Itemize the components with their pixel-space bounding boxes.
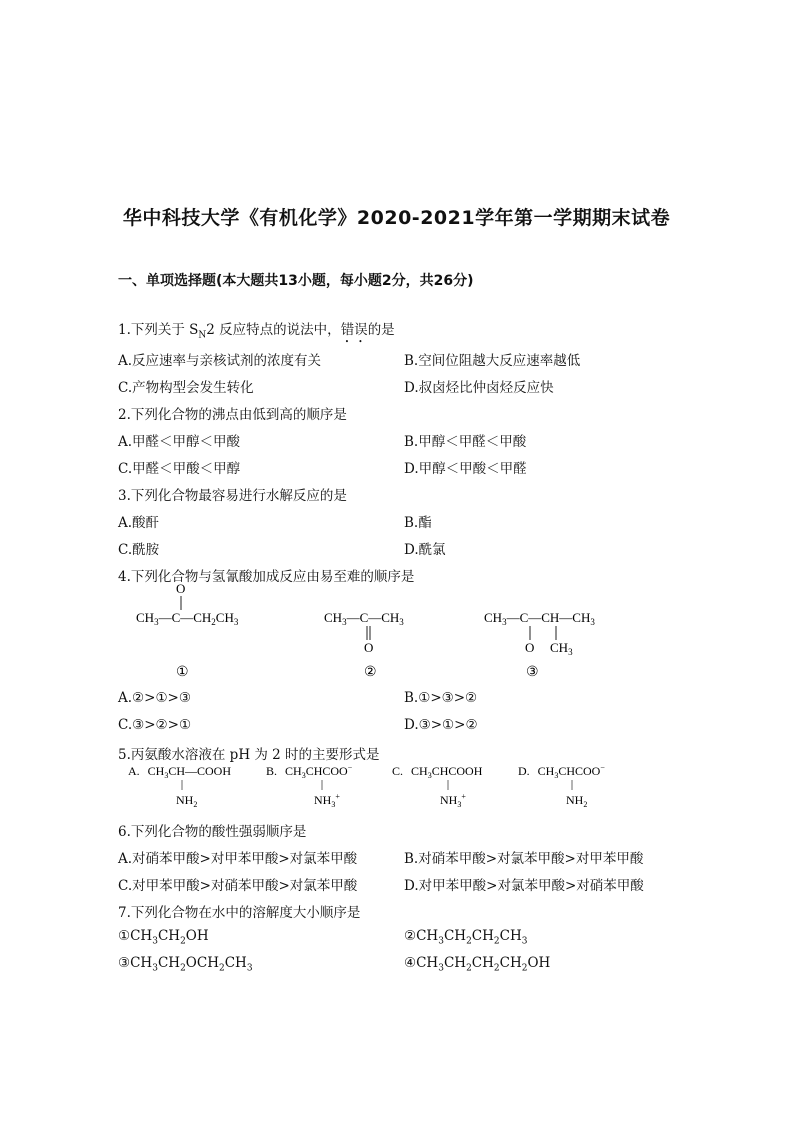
svg-text:O: O <box>525 640 535 655</box>
svg-text:D.CH3CHCOO−: D. $CH_3CHCOO^-$ <box>518 763 605 780</box>
svg-text:③: ③ <box>526 665 539 680</box>
structure-3 <box>484 610 595 680</box>
q5-option-a[interactable] <box>128 764 231 809</box>
q1-option-d[interactable]: D.叔卤烃比仲卤烃反应快 <box>404 380 554 396</box>
q4-option-b[interactable]: B.①>③>② <box>404 690 478 706</box>
svg-text:CH3—C—CH—CH3: $CH_3—C—CH—CH_3$ <box>484 610 595 627</box>
q6-option-c[interactable]: C.对甲苯甲酸>对硝苯甲酸>对氯苯甲酸 <box>118 878 358 894</box>
svg-text:②: ② <box>364 665 377 680</box>
svg-text:CH3—C—CH2CH3: $CH_3—C—CH_2CH_3$ <box>136 610 239 627</box>
svg-text:NH3+: $NH_3^+$ <box>440 792 466 809</box>
q3-stem: 3.下列化合物最容易进行水解反应的是 <box>118 488 347 504</box>
q2-stem: 2.下列化合物的沸点由低到高的顺序是 <box>118 407 347 423</box>
q6-option-b[interactable]: B.对硝苯甲酸>对氯苯甲酸>对甲苯甲酸 <box>404 851 644 867</box>
q5-option-d[interactable] <box>518 763 605 809</box>
exam-title: 华中科技大学《有机化学》2020-2021学年第一学期期末试卷 <box>122 207 671 229</box>
q4-option-d[interactable]: D.③>①>② <box>404 717 478 733</box>
svg-text:NH3+: $NH_3^+$ <box>314 792 340 809</box>
q3-option-a[interactable]: A.酸酐 <box>118 515 160 531</box>
structure-1 <box>136 581 239 680</box>
q3-option-c[interactable]: C.酰胺 <box>118 542 160 558</box>
svg-text:CH3: $CH_3$ <box>550 640 573 657</box>
q2-option-a[interactable]: A.甲醛＜甲醇＜甲酸 <box>118 434 241 450</box>
svg-text:NH2: $NH_2$ <box>566 793 588 809</box>
q5-stem: 5.丙氨酸水溶液在 pH 为 2 时的主要形式是 <box>118 747 380 763</box>
q6-stem: 6.下列化合物的酸性强弱顺序是 <box>118 824 307 840</box>
q3-option-b[interactable]: B.酯 <box>404 515 432 531</box>
section-heading: 一、单项选择题(本大题共13小题，每小题2分，共26分) <box>118 273 474 289</box>
q1-stem: 1.下列关于 $S_N2$ 反应特点的说法中，错误的是 <box>118 322 395 341</box>
svg-text:C.CH3CHCOOH: C. $CH_3CHCOOH$ <box>392 764 483 780</box>
svg-text:A.CH3CH—COOH: A. $CH_3CH—COOH$ <box>128 764 232 780</box>
q2-option-c[interactable]: C.甲醛＜甲酸＜甲醇 <box>118 461 241 477</box>
svg-text:O: O <box>364 640 374 655</box>
svg-text:O: O <box>176 581 186 596</box>
q5-option-b[interactable] <box>266 763 353 809</box>
q1-option-b[interactable]: B.空间位阻越大反应速率越低 <box>404 353 581 369</box>
q7-item-2: $②CH_3CH_2CH_2CH_3$ <box>404 928 528 947</box>
q7-item-3: $③CH_3CH_2OCH_2CH_3$ <box>118 955 253 974</box>
q5-options <box>120 760 660 810</box>
q3-option-d[interactable]: D.酰氯 <box>404 542 446 558</box>
q7-stem: 7.下列化合物在水中的溶解度大小顺序是 <box>118 905 361 921</box>
q1-option-a[interactable]: A.反应速率与亲核试剂的浓度有关 <box>118 353 322 369</box>
q6-option-a[interactable]: A.对硝苯甲酸>对甲苯甲酸>对氯苯甲酸 <box>118 851 358 867</box>
svg-text:NH2: $NH_2$ <box>176 793 198 809</box>
svg-text:①: ① <box>176 665 189 680</box>
q2-option-d[interactable]: D.甲醇＜甲酸＜甲醛 <box>404 461 527 477</box>
q4-option-a[interactable]: A.②>①>③ <box>118 690 191 706</box>
q4-stem: 4.下列化合物与氢氰酸加成反应由易至难的顺序是 <box>118 569 415 585</box>
q5-option-c[interactable] <box>392 764 483 809</box>
svg-text:B.CH3CHCOO−: B. $CH_3CHCOO^-$ <box>266 763 353 780</box>
q7-item-1: $①CH_3CH_2OH$ <box>118 928 209 947</box>
q4-structures <box>130 580 620 680</box>
q2-option-b[interactable]: B.甲醇＜甲醛＜甲酸 <box>404 434 527 450</box>
q4-option-c[interactable]: C.③>②>① <box>118 717 192 733</box>
svg-text:CH3—C—CH3: $CH_3—C—CH_3$ <box>324 610 404 627</box>
q6-option-d[interactable]: D.对甲苯甲酸>对氯苯甲酸>对硝苯甲酸 <box>404 878 644 894</box>
q7-item-4: $④CH_3CH_2CH_2CH_2OH$ <box>404 955 551 974</box>
q1-option-c[interactable]: C.产物构型会发生转化 <box>118 380 254 396</box>
structure-2 <box>324 610 404 680</box>
